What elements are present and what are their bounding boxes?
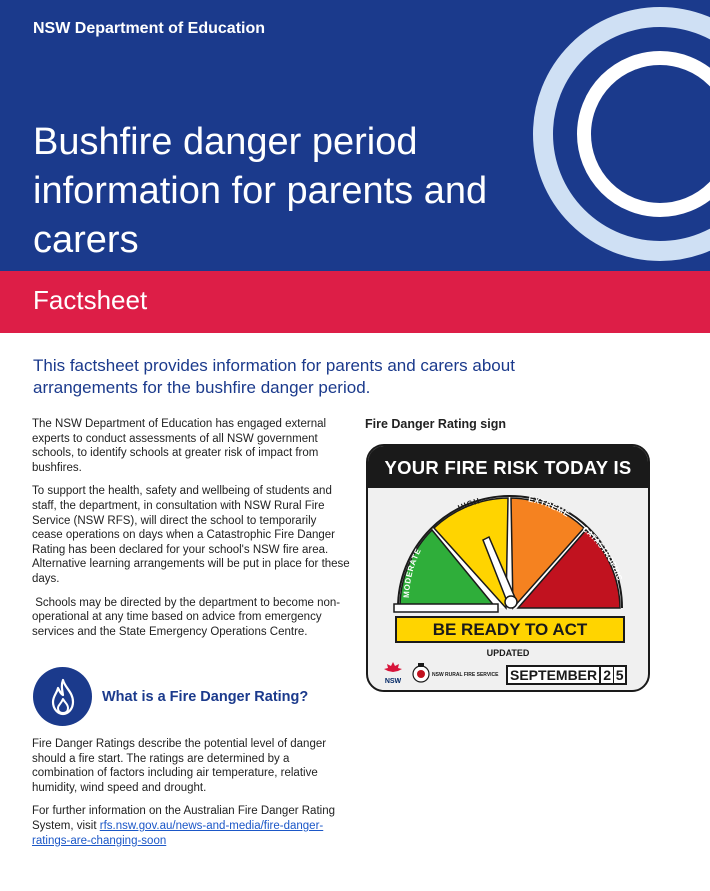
body-paragraph-1: The NSW Department of Education has engaged external experts to conduct assessments of all NSW government schools, to identify schools at greater risk of impact from bushfires. [32,418,327,474]
gauge-label-catastrophic: CATASTROPHIC [580,524,625,582]
factsheet-band [0,271,710,333]
flame-icon [46,677,80,717]
gauge-base [394,604,498,612]
fire-danger-sign [366,444,650,692]
gauge-label-moderate: MODERATE [401,546,423,599]
updated-day-digit-2: 5 [613,667,625,683]
rfs-crest-logo [412,662,430,684]
gauge-label-extreme: EXTREME [527,494,572,520]
svg-text:NSW: NSW [384,678,402,685]
header-banner [0,0,710,271]
flame-icon-badge [33,667,92,726]
fdr-paragraph-2 [32,804,350,848]
sign-caption: Fire Danger Rating sign [365,417,506,431]
updated-month: SEPTEMBER [508,667,601,683]
action-text: BE READY TO ACT [395,616,625,643]
gauge-pivot [505,596,517,608]
fdr-heading: What is a Fire Danger Rating? [102,689,309,705]
factsheet-label: Factsheet [33,285,148,315]
organisation-name: NSW Department of Education [33,20,266,37]
body-paragraph-2: To support the health, safety and wellbeing of students and staff, the department, in consultation with NSW Rural Fire Service (NSW RFS), will direct the school to temporarily cease operations on days when a Catastrophic Fire Danger Rating has been declared for your school's NSW fire area. Alternative learning arrangements will be put in place for these days. [32,485,350,585]
intro-text: This factsheet provides information for parents and carers about arrangements for the bushfire danger period. [33,356,515,397]
fdr-paragraph-1: Fire Danger Ratings describe the potential level of danger should a fire start. The ratings are determined by a combination of factors including air temperature, relative humidity, wind speed and drought. [32,738,327,794]
updated-date [506,665,627,685]
nsw-government-logo [382,660,404,686]
updated-label: UPDATED [486,648,530,658]
rfs-link[interactable]: rfs.nsw.gov.au/news-and-media/fire-danger-ratings-are-changing-soon [32,819,324,847]
gauge-label-high: HIGH [456,496,482,513]
fire-danger-gauge [368,488,650,616]
fdr-column [32,737,350,857]
sign-header: YOUR FIRE RISK TODAY IS [368,446,648,488]
body-column [32,417,350,648]
page-title: Bushfire danger period information for parents and carers [33,121,488,261]
fdr-paragraph-2-text: For further information on the Australian Fire Danger Rating System, visit [32,805,335,832]
body-paragraph-3: Schools may be directed by the department to become non-operational at any time based on advice from emergency services and the State Emergency Operations Centre. [32,596,341,638]
updated-day-digit-1: 2 [603,667,612,683]
rfs-label: NSW RURAL FIRE SERVICE [432,672,499,678]
